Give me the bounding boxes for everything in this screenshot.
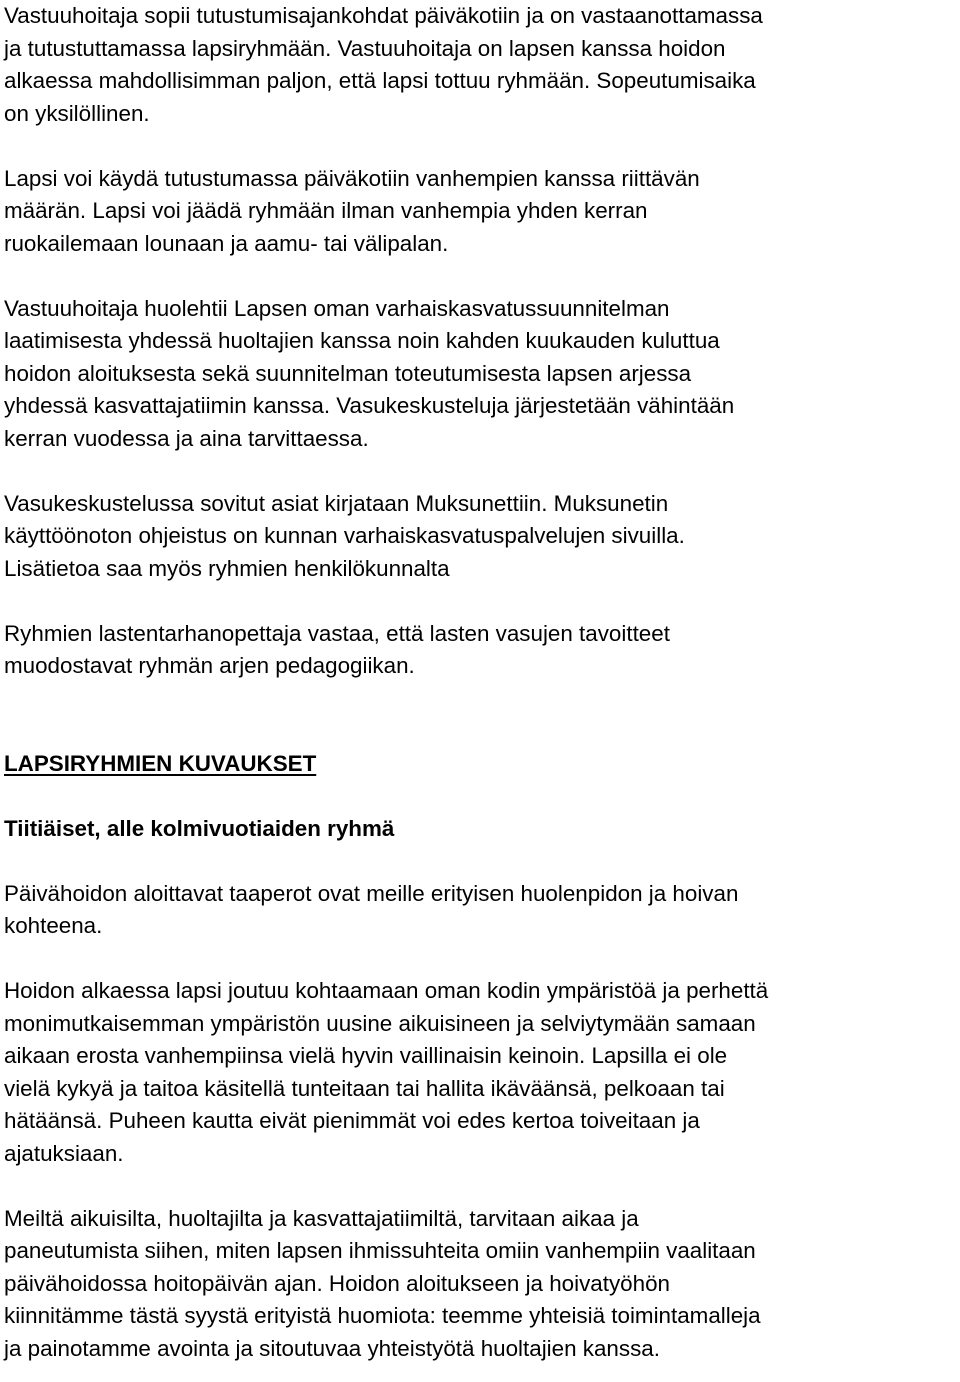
spacer [4,845,960,878]
spacer [4,260,960,293]
paragraph-vasu-plan: Vastuuhoitaja huolehtii Lapsen oman varhaiskasvatussuunnitelman laatimisesta yhdessä huoltajien kanssa noin kahden kuukauden kuluttua hoidon aloituksesta sekä suunnitelman toteutumisesta lapsen arjessa yhdessä kasvattajatiimin kanssa. Vasukeskusteluja järjestetään vähintään kerran vuodessa ja aina tarvittaessa. [4,295,735,451]
spacer [4,455,960,488]
spacer [4,1170,960,1203]
spacer [4,943,960,976]
paragraph-muksunetti: Vasukeskustelussa sovitut asiat kirjataan Muksunettiin. Muksunetin käyttöönoton ohjeistus on kunnan varhaiskasvatuspalvelujen sivuilla. Lisätietoa saa myös ryhmien henkilökunnalta [4,490,685,581]
paragraph-start-of-care: Hoidon alkaessa lapsi joutuu kohtaamaan oman kodin ympäristöä ja perhettä monimutkaisemman ympäristön uusine aikuisineen ja selviytymään samaan aikaan erosta vanhempiinsa vielä hyvin vaillinaisin keinoin. Lapsilla ei ole vielä kykyä ja taitoa käsitellä tunteitaan tai hallita ikäväänsä, pelkoaan tai hätäänsä. Puheen kautta eivät pienimmät voi edes kertoa toiveitaan ja ajatuksiaan. [4,978,769,1166]
spacer [4,130,960,163]
spacer [4,585,960,618]
paragraph-acclimation: Vastuuhoitaja sopii tutustumisajankohdat päiväkotiin ja on vastaanottamassa ja tutustuttamassa lapsiryhmään. Vastuuhoitaja on lapsen kanssa hoidon alkaessa mahdollisimman paljon, että lapsi tottuu ryhmään. Sopeutumisaika on yksilöllinen. [4,3,763,126]
section-heading: LAPSIRYHMIEN KUVAUKSET [4,750,317,776]
paragraph-visiting: Lapsi voi käydä tutustumassa päiväkotiin vanhempien kanssa riittävän määrän. Lapsi voi jäädä ryhmään ilman vanhempia yhden kerran ruokailemaan lounaan ja aamu- tai välipalan. [4,165,700,256]
spacer [4,683,960,748]
paragraph-pedagogy: Ryhmien lastentarhanopettaja vastaa, että lasten vasujen tavoitteet muodostavat ryhmän arjen pedagogiikan. [4,620,670,678]
group-heading: Tiitiäiset, alle kolmivuotiaiden ryhmä [4,815,395,841]
paragraph-toddlers: Päivähoidon aloittavat taaperot ovat meille erityisen huolenpidon ja hoivan kohteena. [4,880,739,938]
paragraph-cooperation: Meiltä aikuisilta, huoltajilta ja kasvattajatiimiltä, tarvitaan aikaa ja paneutumista siihen, miten lapsen ihmissuhteita omiin vanhempiin vaalitaan päivähoidossa hoitopäivän ajan. Hoidon aloitukseen ja hoivatyöhön kiinnitämme tästä syystä erityistä huomiota: teemme yhteisiä toimintamalleja ja painotamme avointa ja sitoutuvaa yhteistyötä huoltajien kanssa. [4,1205,761,1361]
document-page [4,0,960,1365]
spacer [4,780,960,813]
